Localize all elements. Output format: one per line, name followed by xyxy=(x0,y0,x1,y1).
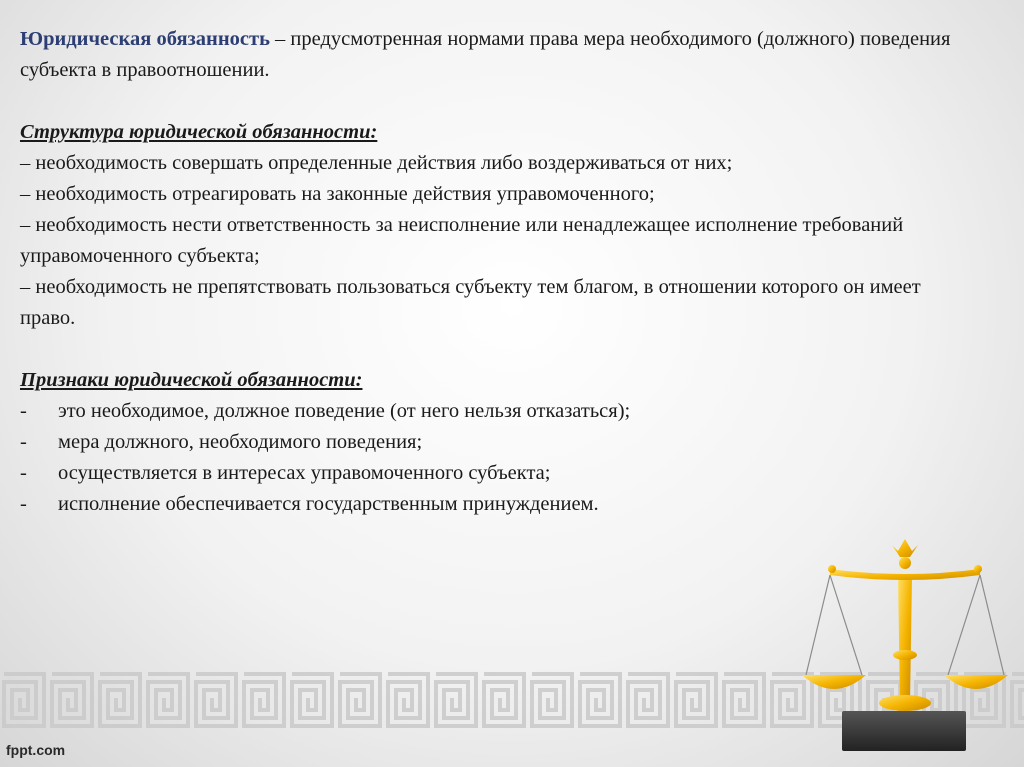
bullet: - xyxy=(20,431,27,453)
bullet: - xyxy=(20,400,27,422)
signs-item-text: это необходимое, должное поведение (от него нельзя отказаться); xyxy=(58,400,631,422)
slide-content xyxy=(20,24,980,520)
definition-paragraph xyxy=(20,24,980,86)
definition-term: Юридическая обязанность xyxy=(20,28,270,50)
signs-item-text: исполнение обеспечивается государственным принуждением. xyxy=(58,493,599,515)
bullet: - xyxy=(20,493,27,515)
signs-item-3 xyxy=(20,458,980,489)
structure-heading: Структура юридической обязанности: xyxy=(20,121,378,143)
signs-heading: Признаки юридической обязанности: xyxy=(20,369,363,391)
definition-text: – предусмотренная нормами права мера необходимого (должного) поведения субъекта в правоотношении. xyxy=(20,28,951,81)
signs-item-text: мера должного, необходимого поведения; xyxy=(58,431,423,453)
signs-item-1 xyxy=(20,396,980,427)
signs-item-2 xyxy=(20,427,980,458)
signs-item-4 xyxy=(20,489,980,520)
footer-logo: fppt.com xyxy=(6,742,66,758)
signs-item-text: осуществляется в интересах управомоченного субъекта; xyxy=(58,462,551,484)
structure-item-4: – необходимость не препятствовать пользоваться субъекту тем благом, в отношении которого он имеет право. xyxy=(20,276,921,329)
scales-of-justice-icon xyxy=(800,535,1010,755)
structure-item-1: – необходимость совершать определенные действия либо воздерживаться от них; xyxy=(20,152,733,174)
structure-item-3: – необходимость нести ответственность за неисполнение или ненадлежащее исполнение требований управомоченного субъекта; xyxy=(20,214,904,267)
structure-item-2: – необходимость отреагировать на законные действия управомоченного; xyxy=(20,183,655,205)
bullet: - xyxy=(20,462,27,484)
